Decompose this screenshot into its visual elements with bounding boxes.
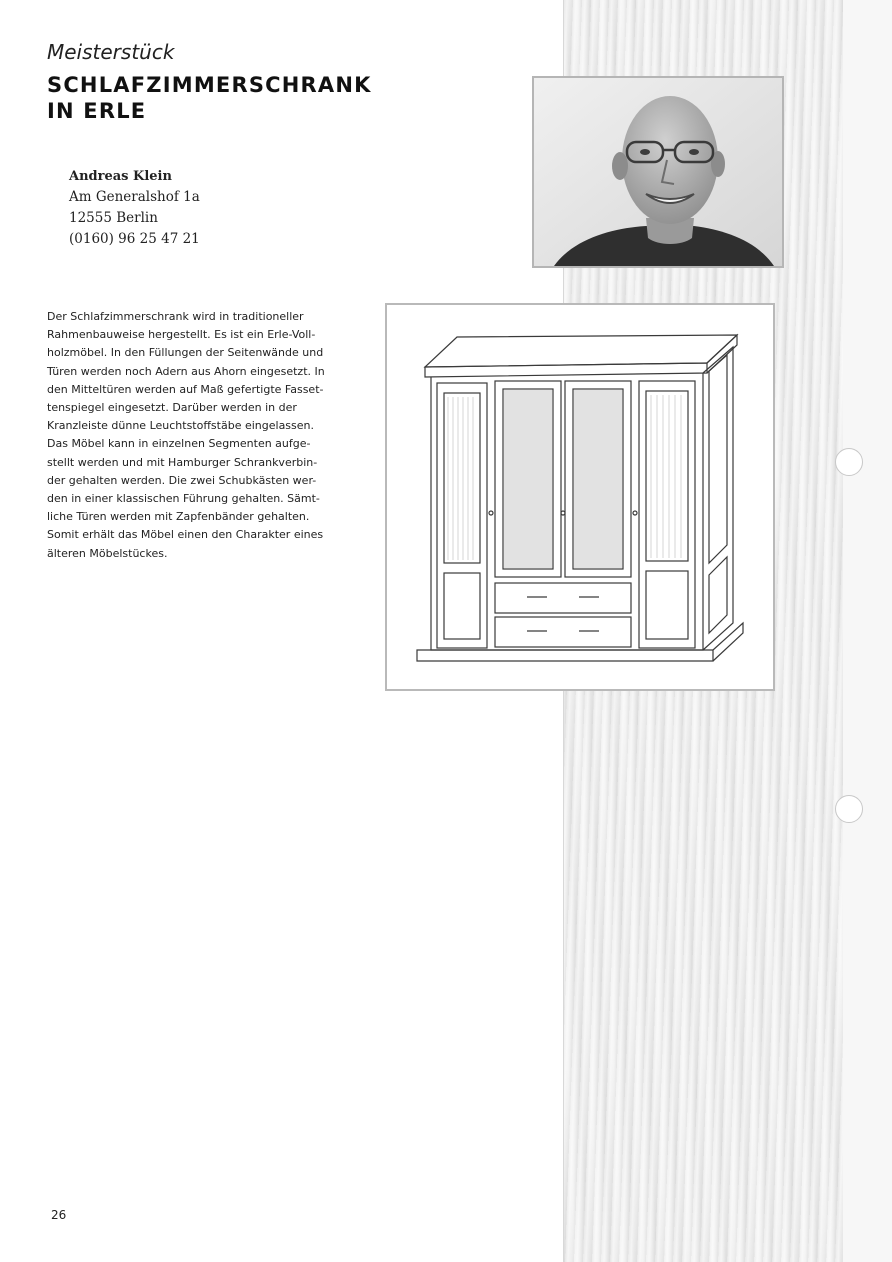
- page-edge: [843, 0, 892, 1262]
- page-number: 26: [51, 1208, 67, 1222]
- portrait-icon: [534, 78, 782, 266]
- description-line: den Mitteltüren werden auf Maß gefertigte Fasset-: [47, 382, 324, 396]
- description-line: älteren Möbelstückes.: [47, 546, 168, 560]
- title-line-2: IN ERLE: [47, 99, 147, 123]
- description-line: Somit erhält das Möbel einen den Charakter eines: [47, 528, 324, 542]
- description-line: Kranzleiste dünne Leuchtstoffstäbe eingelassen.: [47, 419, 315, 433]
- description-line: Das Möbel kann in einzelnen Segmenten aufge-: [47, 437, 311, 451]
- contact-city: 12555 Berlin: [69, 210, 158, 226]
- description-line: tenspiegel eingesetzt. Darüber werden in der: [47, 401, 297, 415]
- description-line: Der Schlafzimmerschrank wird in traditioneller: [47, 310, 304, 323]
- title-line-1: SCHLAFZIMMERSCHRANK: [47, 73, 372, 97]
- description-line: Rahmenbauweise hergestellt. Es ist ein Erle-Voll-: [47, 328, 316, 342]
- contact-block: [69, 166, 200, 250]
- binder-hole-top: [835, 448, 863, 476]
- description-line: den in einer klassischen Führung gehalten. Sämt-: [47, 492, 320, 506]
- binder-hole-bottom: [835, 795, 863, 823]
- description-line: stellt werden und mit Hamburger Schrankverbin-: [47, 455, 318, 469]
- description-line: liche Türen werden mit Zapfenbänder gehalten.: [47, 510, 310, 524]
- wardrobe-drawing-frame: [385, 303, 775, 691]
- description-line: der gehalten werden. Die zwei Schubkästen wer-: [47, 473, 317, 487]
- page-title: [47, 72, 467, 124]
- description-text: [47, 308, 367, 563]
- wardrobe-drawing-icon: [387, 305, 773, 689]
- contact-street: Am Generalshof 1a: [69, 189, 200, 205]
- description-line: Türen werden noch Adern aus Ahorn eingesetzt. In: [47, 364, 325, 378]
- contact-name: Andreas Klein: [69, 169, 172, 184]
- description-line: holzmöbel. In den Füllungen der Seitenwände und: [47, 346, 324, 360]
- portrait-photo: [532, 76, 784, 268]
- contact-phone: (0160) 96 25 47 21: [69, 231, 200, 247]
- kicker-label: Meisterstück: [47, 40, 175, 64]
